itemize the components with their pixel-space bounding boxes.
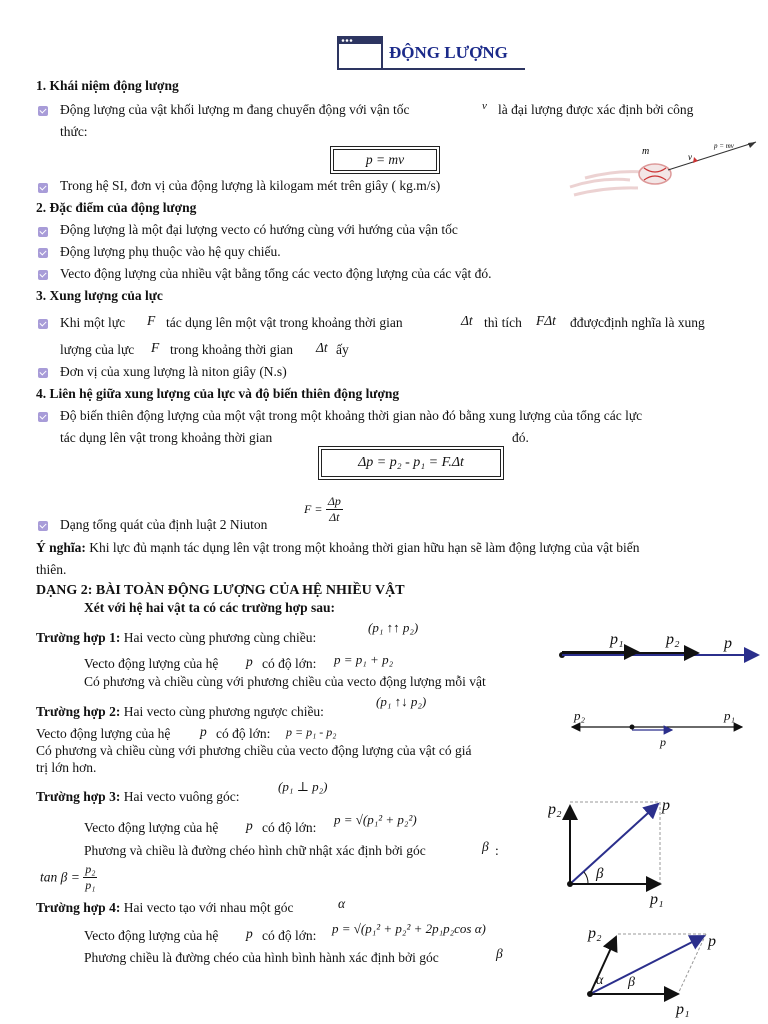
- s1-bullet-1-part2: là đại lượng được xác định bởi công: [498, 102, 694, 117]
- case-2-condition: (p₁ ↑↓ p₂): [376, 694, 427, 709]
- d2-heading: DẠNG 2: BÀI TOÀN ĐỘNG LƯỢNG CỦA HỆ NHIỀU VẬT: [36, 583, 405, 598]
- check-icon: [38, 412, 48, 422]
- s3-b1-l2dt: Δt: [316, 340, 328, 355]
- fig3-p: p: [662, 797, 670, 814]
- s1-bullet-2: Trong hệ SI, đơn vị của động lượng là kilogam mét trên giây ( kg.m/s): [60, 178, 441, 193]
- s3-b1-l2b: trong khoảng thời gian: [170, 342, 293, 357]
- case-3-beta: β: [482, 839, 489, 854]
- formula-impulse: Δp = p₂ - p₁ = F.Δt: [321, 449, 501, 477]
- s3-bullet-2: Đơn vị của xung lượng là niton giây (N.s): [60, 364, 287, 379]
- check-icon: [38, 319, 48, 329]
- formula-momentum: p = mv: [333, 149, 437, 171]
- s4-bullet-2: Dạng tổng quát của định luật 2 Niuton: [60, 517, 268, 532]
- s1-bullet-1-part1: Động lượng của vật khối lượng m đang chuyển động với vận tốc: [60, 102, 410, 117]
- case-1-formula: p = p₁ + p₂: [334, 652, 394, 667]
- case-1-line: [36, 630, 316, 646]
- d2-subheading: Xét với hệ hai vật ta có các trường hợp sau:: [84, 600, 336, 615]
- case-2-label: Trường hợp 2:: [36, 704, 121, 719]
- case-1-mag-text: Vecto động lượng của hệ: [84, 656, 219, 671]
- s2-bullet-2: Động lượng phụ thuộc vào hệ quy chiếu.: [60, 244, 281, 259]
- case-4-mag2: có độ lớn:: [262, 928, 317, 943]
- case-3-condition: (p₁ ⊥ p₂): [278, 779, 328, 794]
- s2-bullet-3: Vecto động lượng của nhiều vật bằng tổng các vecto động lượng của các vật đó.: [60, 266, 492, 281]
- case-4-label: Trường hợp 4:: [36, 900, 121, 915]
- case-2-line: [36, 704, 324, 720]
- fig4-alpha: α: [596, 973, 604, 988]
- fig3-beta: β: [596, 866, 604, 882]
- case-4-alpha: α: [338, 896, 346, 911]
- case-3-text: Hai vecto vuông góc:: [123, 789, 240, 804]
- section-4-heading: 4. Liên hệ giữa xung lượng của lực và độ biến thiên động lượng: [36, 386, 400, 401]
- s4-bullet-1-line2b: đó.: [512, 430, 529, 445]
- section-2-heading: 2. Đặc điểm của động lượng: [36, 200, 197, 215]
- s4-bullet-1-line1: Độ biến thiên động lượng của một vật trong một khoảng thời gian nào đó bằng xung lượng của tổng các lực: [60, 408, 643, 423]
- fig1-p2: p₂: [666, 631, 680, 648]
- check-icon: [38, 106, 48, 116]
- fig4-p: p: [708, 933, 716, 950]
- fig4-p1: p₁: [676, 1001, 690, 1018]
- s3-b1-l2a: lượng của lực: [60, 342, 135, 357]
- case-4-formula: p = √(p₁² + p₂² + 2p₁p₂cos α): [332, 921, 486, 936]
- check-icon: [38, 270, 48, 280]
- newton-formula: [304, 494, 343, 525]
- fig3-p1: p₁: [650, 891, 664, 908]
- case-4-p: p: [246, 926, 253, 941]
- newton-num: Δp: [327, 494, 341, 508]
- s1-v-symbol: v: [482, 100, 487, 112]
- fig4-p2: p₂: [588, 925, 602, 942]
- case-3-mag-text: Vecto động lượng của hệ: [84, 820, 219, 835]
- case-1-label: Trường hợp 1:: [36, 630, 121, 645]
- ball-mass-label: m: [642, 146, 650, 157]
- case-2-mag-text: Vecto động lượng của hệ: [36, 726, 171, 741]
- case-3-p: p: [246, 818, 253, 833]
- s3-b1-b: tác dụng lên một vật trong khoảng thời gian: [166, 315, 403, 330]
- vector-figures: [548, 622, 768, 1022]
- check-icon: [38, 227, 48, 237]
- newton-den: Δt: [329, 510, 340, 524]
- baseball-illustration: [560, 132, 768, 202]
- s4-bullet-1-line2a: tác dụng lên vật trong khoảng thời gian: [60, 430, 273, 445]
- case-3-label: Trường hợp 3:: [36, 789, 121, 804]
- check-icon: [38, 248, 48, 258]
- check-icon: [38, 368, 48, 378]
- case-4-line: [36, 900, 294, 916]
- tan-fraction: [83, 862, 97, 893]
- fig1-p: p: [724, 635, 732, 652]
- check-icon: [38, 183, 48, 193]
- case-3-mag2: có độ lớn:: [262, 820, 317, 835]
- s3-b1-d: đđượcđịnh nghĩa là xung: [570, 315, 705, 330]
- case-2-direction-2: trị lớn hơn.: [36, 760, 97, 775]
- case-2-mag2: có độ lớn:: [216, 726, 271, 741]
- page-title: ĐỘNG LƯỢNG: [389, 43, 508, 62]
- case-2-direction-1: Có phương và chiều cùng với phương chiều của vecto động lượng của vật có giá: [36, 743, 472, 758]
- fig3-p2: p₂: [548, 801, 562, 818]
- case-2-formula: p = p₁ - p₂: [286, 725, 337, 739]
- case-3-tan: [40, 862, 97, 893]
- s3-b1-c: thì tích: [484, 315, 522, 330]
- case-1-mag2: có độ lớn:: [262, 656, 317, 671]
- case-4-beta: β: [496, 946, 503, 961]
- fig2-p: p: [660, 735, 666, 749]
- newton-fraction: [326, 494, 343, 525]
- meaning-line-1: [36, 540, 640, 556]
- case-1-condition: (p₁ ↑↑ p₂): [368, 620, 419, 635]
- tan-den: p₁: [85, 878, 96, 892]
- formula-box-momentum: [330, 146, 440, 174]
- case-3-formula: p = √(p₁² + p₂²): [334, 812, 417, 827]
- ball-velocity-label: v: [688, 152, 692, 162]
- case-4-text: Hai vecto tạo với nhau một góc: [123, 900, 294, 915]
- s3-b1-F: F: [147, 313, 156, 328]
- title-banner: [337, 36, 527, 70]
- s3-b1-l2F: F: [151, 340, 160, 355]
- tan-lhs: tan β =: [40, 869, 80, 885]
- s3-b1-a: Khi một lực: [60, 315, 126, 330]
- section-1-heading: 1. Khái niệm động lượng: [36, 78, 179, 93]
- newton-lhs: F =: [304, 502, 323, 516]
- s3-b1-Fdt: FΔt: [536, 313, 556, 328]
- s3-b1-l2c: ấy: [336, 342, 349, 357]
- case-1-p: p: [246, 654, 253, 669]
- ball-momentum-label: p = mv: [714, 142, 734, 150]
- case-2-text: Hai vecto cùng phương ngược chiều:: [123, 704, 324, 719]
- fig2-p2: p₂: [574, 708, 586, 723]
- case-4-mag-text: Vecto động lượng của hệ: [84, 928, 219, 943]
- meaning-label: Ý nghĩa:: [36, 540, 86, 555]
- case-2-p: p: [200, 724, 207, 739]
- case-1-text: Hai vecto cùng phương cùng chiều:: [123, 630, 317, 645]
- meaning-line-2: thiên.: [36, 562, 67, 577]
- section-3-heading: 3. Xung lượng của lực: [36, 288, 163, 303]
- case-4-direction: Phương chiều là đường chéo của hình bình hành xác định bởi góc: [84, 950, 439, 965]
- meaning-text-1: Khi lực đủ mạnh tác dụng lên vật trong một khoảng thời gian hữu hạn sẽ làm động lượng của vật biến: [89, 540, 640, 555]
- check-icon: [38, 521, 48, 531]
- fig4-beta: β: [628, 975, 635, 990]
- case-3-line: [36, 789, 240, 805]
- formula-box-impulse: [318, 446, 504, 480]
- case-3-direction: Phương và chiều là đường chéo hình chữ nhật xác định bởi góc: [84, 843, 426, 858]
- case-3-colon: :: [495, 843, 499, 858]
- fig1-p1: p₁: [610, 631, 624, 648]
- s1-bullet-1-line2: thức:: [60, 124, 88, 139]
- tan-num: p₂: [85, 862, 96, 876]
- fig2-p1: p₁: [724, 708, 736, 723]
- case-1-direction: Có phương và chiều cùng với phương chiều của vecto động lượng mỗi vật: [84, 674, 486, 689]
- s2-bullet-1: Động lượng là một đại lượng vecto có hướng cùng với hướng của vận tốc: [60, 222, 458, 237]
- s3-b1-dt: Δt: [461, 313, 473, 328]
